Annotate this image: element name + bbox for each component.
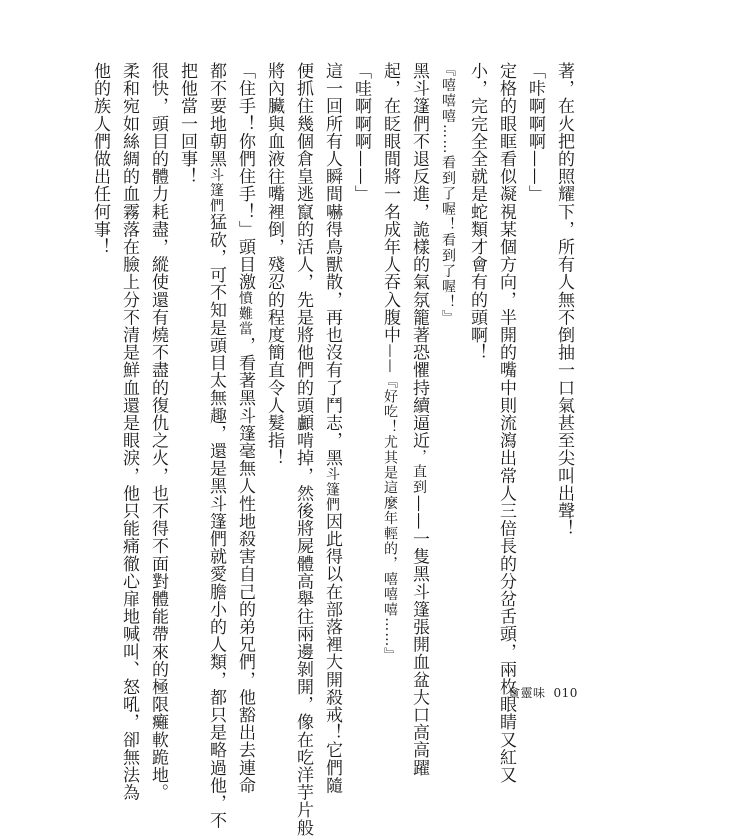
text-column: 「哇啊啊啊——」 bbox=[351, 62, 371, 203]
inner-voice-text: 斗篷們 bbox=[324, 466, 340, 513]
text-column: 將內臟與血液往嘴裡倒，殘忍的程度簡直令人髮指！ bbox=[264, 62, 284, 467]
text-column: 他的族人們做出任何事！ bbox=[90, 62, 110, 256]
text-column: 『嘻嘻嘻……看到了喔！看到了喔！』 bbox=[440, 62, 456, 326]
text-column: 這一回所有人瞬間嚇得鳥獸散，再也沒有了鬥志，黑斗篷們因此得以在部落裡大開殺戒！它們隨 bbox=[322, 62, 342, 795]
running-title: 貪靈味 bbox=[508, 686, 546, 700]
text-column: 很快，頭目的體力耗盡，縱使還有燒不盡的復仇之火，也不得不面對體能帶來的極限癱軟跪地。 bbox=[148, 62, 168, 802]
text-column: 著，在火把的照耀下，所有人無不倒抽一口氣甚至尖叫出聲！ bbox=[554, 62, 574, 538]
text-column: 小，完完全全就是蛇類才會有的頭啊！ bbox=[467, 62, 487, 362]
text-column: 「住手！你們住手！」頭目激憤難當，看著黑斗篷毫無人性地殺害自己的弟兄們，他豁出去連命 bbox=[235, 62, 255, 795]
text-column: 「咔啊啊啊——」 bbox=[525, 62, 545, 203]
text-column: 柔和宛如絲綢的血霧落在臉上分不清是鮮血還是眼淚，他只能痛徹心扉地喊叫、怒吼，卻無法為 bbox=[119, 62, 139, 802]
text-column: 把他當一回事！ bbox=[177, 62, 197, 186]
text-column: 便抓住幾個倉皇逃竄的活人，先是將他們的頭顱啃掉，然後將屍體高舉往兩邊剝開，像在吃洋芋片般 bbox=[293, 62, 313, 836]
inner-voice-text: ，直到 bbox=[411, 449, 427, 495]
page-number: 010 bbox=[553, 686, 578, 700]
text-column: 都不要地朝黑斗篷們猛砍，可不知是頭目太無趣，還是黑斗篷們就愛膽小的人類，都只是略過他，不 bbox=[206, 62, 226, 830]
text-column: 定格的眼眶看似凝視某個方向，半開的嘴中則流瀉出常人三倍長的分岔舌頭，兩枚眼睛又紅又 bbox=[496, 62, 516, 784]
text-column: 黑斗篷們不退反進，詭樣的氣氛籠著恐懼持續逼近，直到——一隻黑斗篷張開血盆大口高高躍 bbox=[409, 62, 429, 777]
inner-voice-text: 斗篷們 bbox=[208, 167, 224, 214]
text-column: 起，在眨眼間將一名成年人吞入腹中——『好吃！尤其是這麼年輕的，嘻嘻嘻……』 bbox=[380, 62, 400, 663]
inner-voice-text: 憤難當 bbox=[237, 290, 253, 337]
inner-voice-text: ——『好吃！尤其是這麼年輕的，嘻嘻嘻……』 bbox=[382, 343, 398, 663]
page-footer bbox=[508, 684, 578, 701]
